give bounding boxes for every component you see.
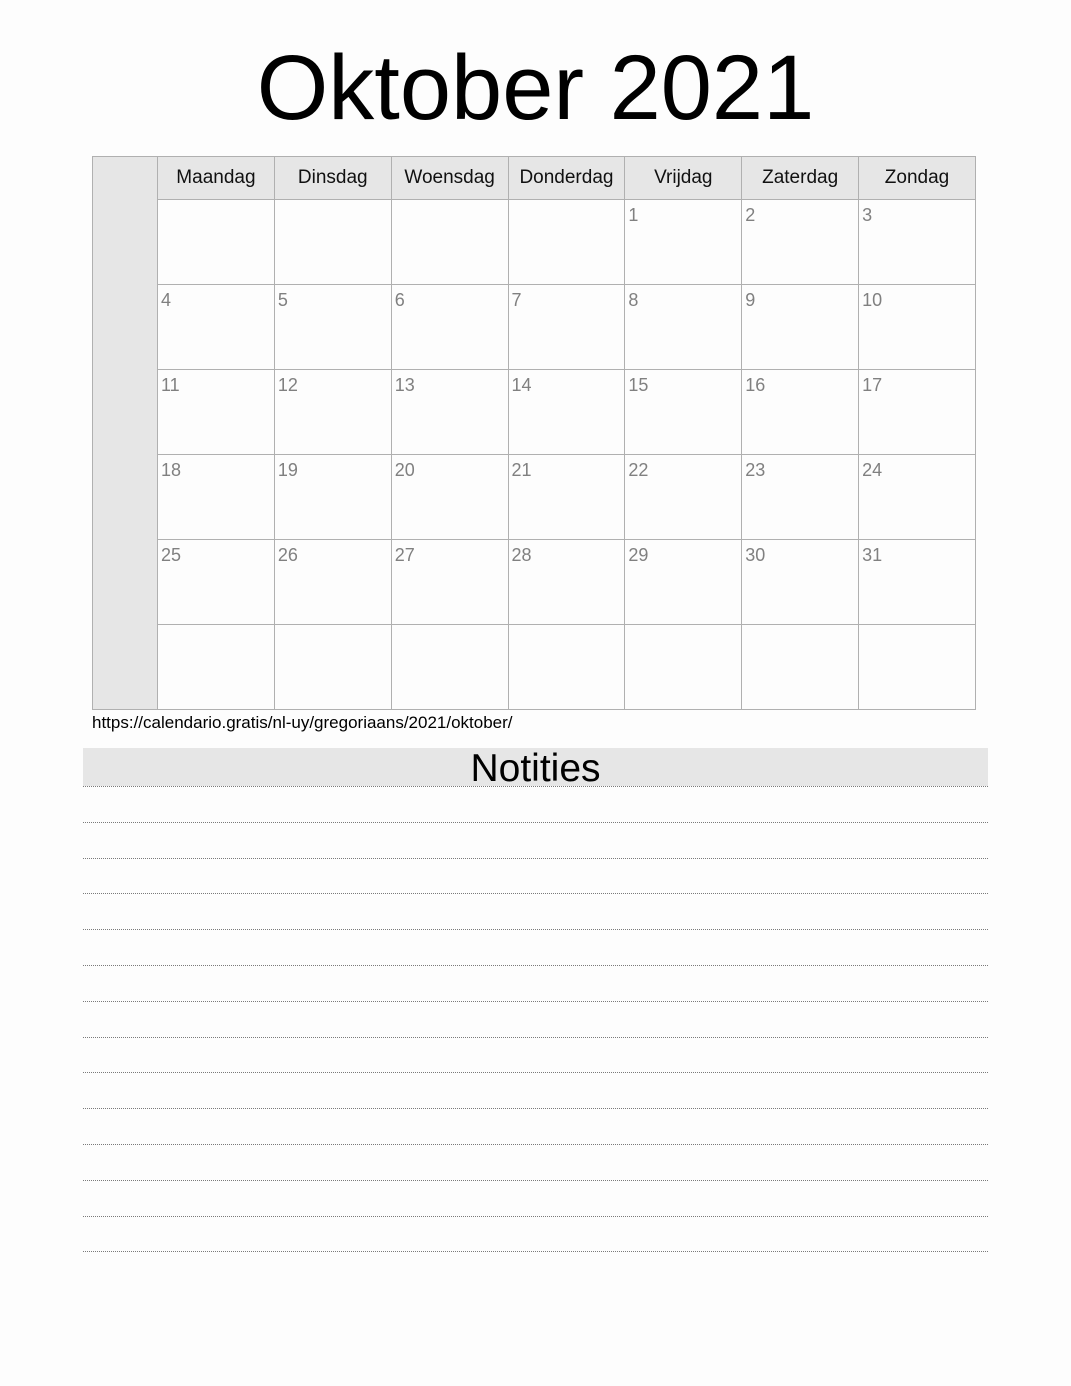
day-cell	[508, 625, 625, 710]
day-number: 1	[628, 205, 639, 225]
day-number	[625, 625, 741, 630]
day-number: 5	[277, 290, 288, 310]
calendar	[92, 156, 976, 709]
day-cell	[391, 540, 508, 625]
day-number: 21	[511, 460, 532, 480]
day-number: 24	[862, 460, 883, 480]
day-cell	[625, 370, 742, 455]
day-cell	[742, 540, 859, 625]
day-cell	[625, 625, 742, 710]
day-number: 14	[511, 375, 532, 395]
week-number-column	[92, 156, 158, 710]
day-cell	[859, 455, 976, 540]
day-number: 4	[161, 290, 172, 310]
weekday-header: Donderdag	[508, 157, 625, 200]
day-number	[158, 625, 274, 630]
day-cell	[274, 540, 391, 625]
day-cell	[508, 370, 625, 455]
notes-lines	[83, 786, 988, 1287]
week-row	[158, 455, 976, 540]
day-cell	[391, 625, 508, 710]
day-number: 16	[745, 375, 766, 395]
note-line	[83, 1001, 988, 1037]
day-number: 8	[628, 290, 639, 310]
day-cell	[859, 285, 976, 370]
week-row	[158, 370, 976, 455]
day-number: 12	[277, 375, 298, 395]
note-line	[83, 1251, 988, 1287]
day-cell	[274, 370, 391, 455]
day-number	[509, 625, 625, 630]
weekday-header: Dinsdag	[274, 157, 391, 200]
day-cell	[158, 540, 275, 625]
day-number	[392, 625, 508, 630]
day-cell	[625, 455, 742, 540]
week-row	[158, 625, 976, 710]
notes-heading: Notities	[83, 748, 988, 786]
note-line	[83, 1180, 988, 1216]
day-cell	[742, 455, 859, 540]
day-cell	[742, 200, 859, 285]
day-cell	[742, 370, 859, 455]
day-number: 28	[511, 545, 532, 565]
day-cell	[158, 455, 275, 540]
weekday-header: Maandag	[158, 157, 275, 200]
day-cell	[742, 625, 859, 710]
day-number: 19	[277, 460, 298, 480]
day-cell	[274, 455, 391, 540]
day-number: 9	[745, 290, 756, 310]
day-cell	[625, 540, 742, 625]
day-cell	[742, 285, 859, 370]
day-number	[509, 200, 625, 205]
day-number: 30	[745, 545, 766, 565]
note-line	[83, 1144, 988, 1180]
weekday-header: Zondag	[859, 157, 976, 200]
day-number: 31	[862, 545, 883, 565]
day-cell	[158, 285, 275, 370]
page-title: Oktober 2021	[256, 37, 815, 139]
day-number: 6	[394, 290, 405, 310]
day-cell	[508, 200, 625, 285]
day-cell	[391, 200, 508, 285]
note-line	[83, 1037, 988, 1073]
day-cell	[625, 200, 742, 285]
day-number: 29	[628, 545, 649, 565]
day-number: 18	[161, 460, 182, 480]
day-cell	[508, 455, 625, 540]
day-number: 11	[161, 375, 180, 395]
day-number: 3	[862, 205, 873, 225]
day-number	[742, 625, 858, 630]
source-link[interactable]: https://calendario.gratis/nl-uy/gregoriaans/2021/oktober/	[92, 713, 513, 732]
day-cell	[274, 625, 391, 710]
week-row	[158, 200, 976, 285]
day-cell	[625, 285, 742, 370]
day-cell	[859, 370, 976, 455]
day-number: 13	[394, 375, 415, 395]
day-cell	[859, 625, 976, 710]
day-number: 27	[394, 545, 415, 565]
day-cell	[158, 625, 275, 710]
note-line	[83, 858, 988, 894]
weekday-header: Zaterdag	[742, 157, 859, 200]
day-number: 7	[511, 290, 522, 310]
day-number: 15	[628, 375, 649, 395]
day-number	[158, 200, 274, 205]
note-line	[83, 1216, 988, 1252]
day-cell	[391, 285, 508, 370]
day-number: 26	[277, 545, 298, 565]
day-cell	[274, 200, 391, 285]
note-line	[83, 1108, 988, 1144]
day-number: 17	[862, 375, 883, 395]
day-number: 2	[745, 205, 756, 225]
day-number	[275, 625, 391, 630]
note-line	[83, 1072, 988, 1108]
calendar-grid	[157, 156, 976, 710]
day-cell	[158, 200, 275, 285]
weekday-header-row	[158, 157, 976, 200]
day-cell	[158, 370, 275, 455]
day-cell	[391, 370, 508, 455]
day-cell	[508, 540, 625, 625]
day-number: 20	[394, 460, 415, 480]
note-line	[83, 786, 988, 822]
day-number: 23	[745, 460, 766, 480]
day-number	[275, 200, 391, 205]
day-cell	[508, 285, 625, 370]
note-line	[83, 893, 988, 929]
day-number: 10	[862, 290, 883, 310]
note-line	[83, 929, 988, 965]
day-number	[392, 200, 508, 205]
note-line	[83, 822, 988, 858]
day-cell	[274, 285, 391, 370]
day-cell	[391, 455, 508, 540]
weekday-header: Vrijdag	[625, 157, 742, 200]
day-number: 22	[628, 460, 649, 480]
day-cell	[859, 540, 976, 625]
note-line	[83, 965, 988, 1001]
day-number: 25	[161, 545, 182, 565]
week-row	[158, 285, 976, 370]
weekday-header: Woensdag	[391, 157, 508, 200]
week-row	[158, 540, 976, 625]
day-cell	[859, 200, 976, 285]
day-number	[859, 625, 975, 630]
